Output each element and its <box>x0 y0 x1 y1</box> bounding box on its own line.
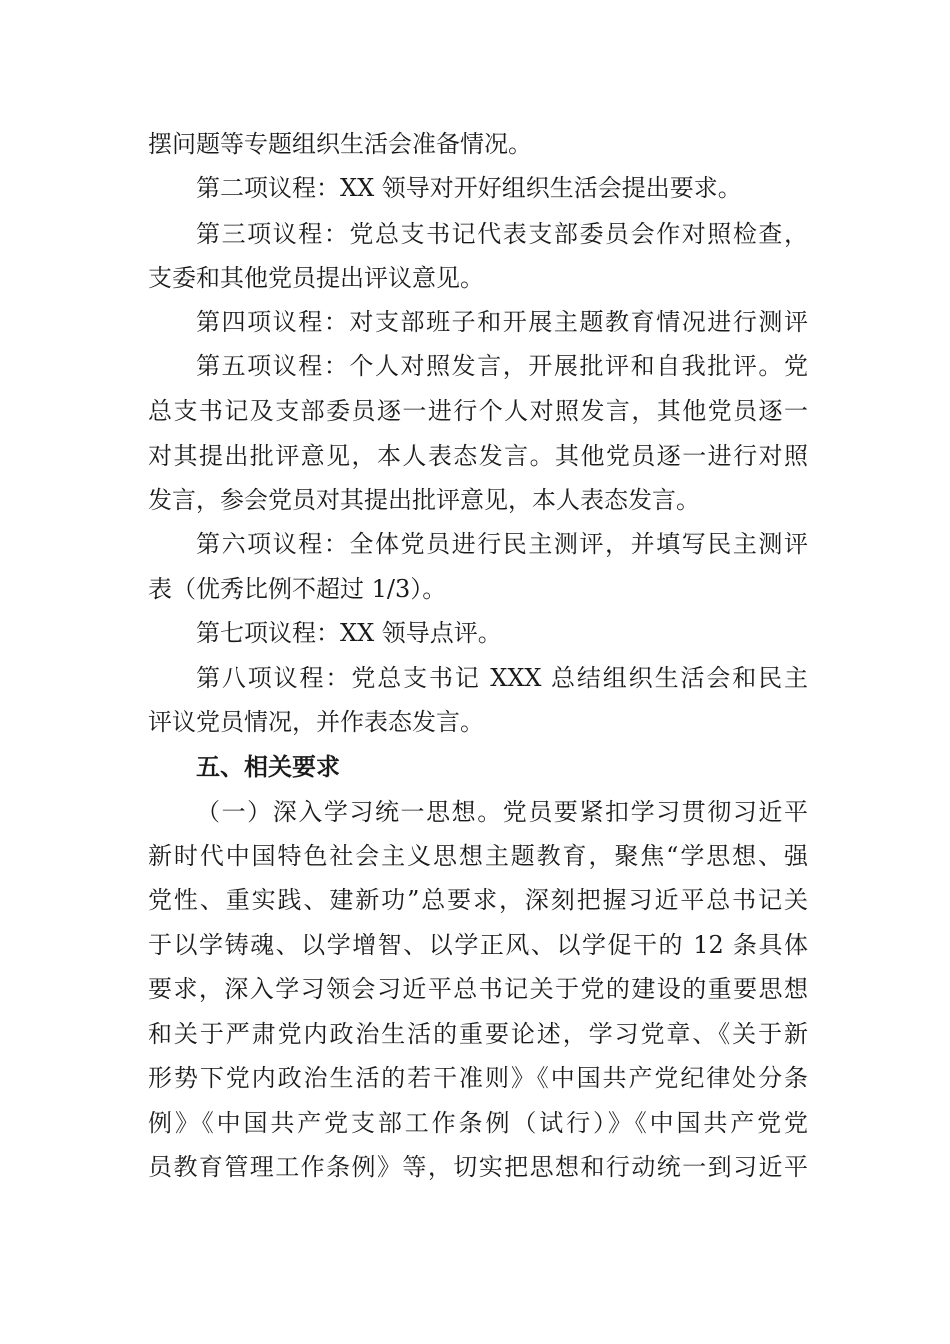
agenda-item-5: 第五项议程：个人对照发言，开展批评和自我批评。党 <box>196 352 808 380</box>
paragraph-line: 员教育管理工作条例》等，切实把思想和行动统一到习近平 <box>148 1153 808 1181</box>
paragraph-line: 例》《中国共产党支部工作条例（试行）》《中国共产党党 <box>148 1109 808 1137</box>
agenda-item-7: 第七项议程：XX 领导点评。 <box>196 619 502 647</box>
subsection-paragraph-start: （一）深入学习统一思想。党员要紧扣学习贯彻习近平 <box>196 798 808 826</box>
paragraph-line: 形势下党内政治生活的若干准则》《中国共产党纪律处分条 <box>148 1064 808 1092</box>
section-heading: 五、相关要求 <box>196 753 340 781</box>
paragraph-line: 要求，深入学习领会习近平总书记关于党的建设的重要思想 <box>148 975 808 1003</box>
paragraph-line: 发言，参会党员对其提出批评意见，本人表态发言。 <box>148 486 700 514</box>
agenda-item-3: 第三项议程：党总支书记代表支部委员会作对照检查， <box>196 220 808 248</box>
agenda-item-2: 第二项议程：XX 领导对开好组织生活会提出要求。 <box>196 174 742 202</box>
paragraph-line: 新时代中国特色社会主义思想主题教育，聚焦“学思想、强 <box>148 842 808 870</box>
agenda-item-6: 第六项议程：全体党员进行民主测评，并填写民主测评 <box>196 530 808 558</box>
paragraph-line: 和关于严肃党内政治生活的重要论述，学习党章、《关于新 <box>148 1020 808 1048</box>
paragraph-line: 对其提出批评意见，本人表态发言。其他党员逐一进行对照 <box>148 442 808 470</box>
paragraph-line: 表（优秀比例不超过 1/3）。 <box>148 575 447 603</box>
agenda-item-8: 第八项议程：党总支书记 XXX 总结组织生活会和民主 <box>196 664 808 692</box>
paragraph-line: 总支书记及支部委员逐一进行个人对照发言，其他党员逐一 <box>148 397 808 425</box>
paragraph-line: 评议党员情况，并作表态发言。 <box>148 708 484 736</box>
paragraph-line: 支委和其他党员提出评议意见。 <box>148 264 484 292</box>
paragraph-line: 党性、重实践、建新功”总要求，深刻把握习近平总书记关 <box>148 886 808 914</box>
paragraph-line: 于以学铸魂、以学增智、以学正风、以学促干的 12 条具体 <box>148 931 808 959</box>
paragraph-line: 摆问题等专题组织生活会准备情况。 <box>148 130 532 158</box>
agenda-item-4: 第四项议程：对支部班子和开展主题教育情况进行测评 <box>196 308 808 336</box>
